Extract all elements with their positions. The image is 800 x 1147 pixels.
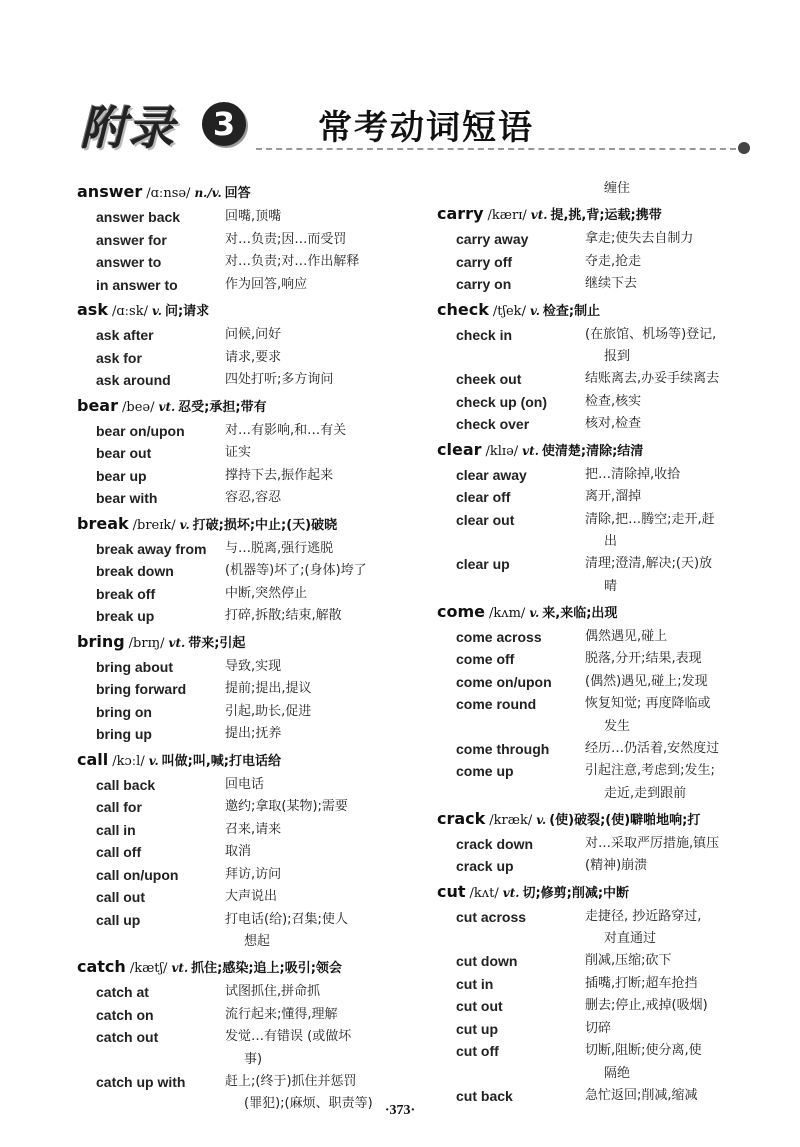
dictionary-entry bbox=[77, 180, 407, 296]
phrase-row bbox=[77, 981, 407, 1004]
phrase-definition: 夺走,抢走 bbox=[585, 253, 642, 269]
headword-meaning: 抓住;感染;追上;吸引;领会 bbox=[191, 961, 342, 976]
entry-headword-line bbox=[437, 807, 767, 833]
phrase-definition: 清除,把…腾空;走开,赶 bbox=[585, 511, 715, 527]
phrase-row bbox=[437, 391, 767, 414]
phonetic: /brɪŋ/ bbox=[128, 635, 165, 651]
phrase-definition: 打碎,拆散;结束,解散 bbox=[225, 608, 342, 623]
phonetic: /kʌt/ bbox=[469, 885, 499, 901]
headword: cut bbox=[437, 881, 466, 901]
phrase-definition: 恢复知觉; 再度降临或 bbox=[585, 696, 711, 711]
phrase-definition: 请求,要求 bbox=[225, 349, 282, 365]
phrase-definition: 偶然遇见,碰上 bbox=[585, 628, 668, 644]
phrase-definition: 对…负责;对…作出解释 bbox=[225, 254, 360, 269]
phrase-definition: 问候,问好 bbox=[225, 327, 282, 342]
phrase: bear up bbox=[96, 467, 147, 484]
phrase: break off bbox=[96, 585, 156, 602]
headword: answer bbox=[77, 182, 143, 201]
phrase-definition: 赶上;(终于)抓住并惩罚 bbox=[225, 1073, 357, 1089]
phrase-definition: 邀约;拿取(某物);需要 bbox=[225, 799, 348, 814]
divider-dot-icon bbox=[738, 142, 750, 154]
phrase-row bbox=[77, 701, 407, 724]
definition-continuation: 缠住 bbox=[604, 181, 631, 196]
phrase-definition: 拿走;使失去自制力 bbox=[585, 231, 694, 246]
phrase: call out bbox=[96, 889, 146, 905]
phonetic: /beə/ bbox=[122, 399, 155, 415]
phrase-row bbox=[77, 1004, 407, 1027]
phrase: call on/upon bbox=[96, 866, 179, 883]
headword: catch bbox=[77, 957, 126, 976]
headword-meaning: 叫做;叫,喊;打电话给 bbox=[161, 753, 282, 769]
phrase-definition: 切断,阻断;使分离,使 bbox=[585, 1043, 702, 1058]
phrase: call in bbox=[96, 821, 136, 838]
phrase-row bbox=[77, 347, 407, 370]
headword-meaning: 来,来临;出现 bbox=[542, 605, 618, 621]
phrase-row bbox=[437, 973, 767, 996]
phrase: come on/upon bbox=[456, 673, 552, 690]
phrase-definition: 插嘴,打断;超车抢挡 bbox=[585, 975, 698, 991]
phrase: come through bbox=[456, 740, 550, 757]
phrase: clear out bbox=[456, 511, 515, 528]
phrase: clear off bbox=[456, 489, 511, 505]
dictionary-entry bbox=[77, 748, 407, 954]
phrase-definition: 对…负责;因…而受罚 bbox=[225, 231, 347, 247]
phrase-definition: 把…清除掉,收拾 bbox=[585, 466, 681, 482]
phrase: bear out bbox=[96, 445, 152, 461]
phrase: cut up bbox=[456, 1020, 498, 1037]
phrase-row bbox=[77, 909, 407, 932]
phrase: check up (on) bbox=[456, 393, 548, 410]
part-of-speech: vt. bbox=[171, 961, 189, 975]
phrase: cut down bbox=[456, 953, 518, 969]
headword-meaning: 问;请求 bbox=[164, 304, 210, 319]
phrase-definition: 引起注意,考虑到;发生; bbox=[585, 763, 715, 778]
dictionary-entry bbox=[437, 438, 767, 598]
headword: call bbox=[77, 749, 109, 769]
dictionary-entry bbox=[77, 512, 407, 628]
headword-meaning: 回答 bbox=[224, 186, 251, 201]
phrase-definition: (偶然)遇见,碰上;发现 bbox=[585, 673, 708, 689]
definition-continuation: 晴 bbox=[604, 578, 618, 594]
part-of-speech: v. bbox=[151, 304, 162, 318]
phrase: break away from bbox=[96, 540, 207, 557]
phrase: cut back bbox=[456, 1087, 513, 1104]
phrase: check in bbox=[456, 326, 513, 343]
phonetic: /ɑːnsə/ bbox=[146, 186, 191, 201]
phonetic: /kɔːl/ bbox=[112, 753, 145, 769]
phrase: answer to bbox=[96, 254, 162, 270]
phrase-row bbox=[77, 605, 407, 628]
phrase: catch on bbox=[96, 1006, 154, 1023]
phrase-definition: 四处打听;多方询问 bbox=[225, 372, 334, 387]
headword-meaning: 带来;引起 bbox=[188, 635, 246, 651]
entry-headword-line bbox=[437, 880, 767, 906]
phrase-row bbox=[437, 950, 767, 973]
phrase: catch out bbox=[96, 1029, 159, 1045]
phrase: clear up bbox=[456, 556, 510, 572]
phrase-definition: (精神)崩溃 bbox=[585, 858, 648, 873]
phrase: bring on bbox=[96, 703, 152, 720]
headword-meaning: 提,挑,背;运载;携带 bbox=[550, 208, 662, 223]
entry-headword-line bbox=[77, 298, 407, 324]
phrase-row bbox=[437, 906, 767, 929]
phrase: call off bbox=[96, 844, 142, 860]
phrase-row bbox=[437, 324, 767, 347]
phrase-row bbox=[77, 369, 407, 392]
phrase-row bbox=[437, 228, 767, 251]
part-of-speech: v. bbox=[529, 605, 540, 620]
phrase-row bbox=[77, 723, 407, 746]
phrase-row bbox=[77, 841, 407, 864]
headword-meaning: 忍受;承担;带有 bbox=[178, 399, 267, 415]
phrase-definition: 提前;提出,提议 bbox=[225, 681, 312, 696]
phrase-row bbox=[77, 206, 407, 229]
appendix-label: 附录 bbox=[80, 101, 176, 155]
phrase-row bbox=[77, 656, 407, 679]
phrase-row bbox=[437, 995, 767, 1018]
phrase-definition: 清理;澄清,解决;(天)放 bbox=[585, 556, 713, 571]
phrase-definition: (机器等)坏了;(身体)垮了 bbox=[225, 563, 367, 578]
phonetic: /kætʃ/ bbox=[129, 961, 168, 976]
right-column bbox=[437, 178, 767, 1107]
phrase-row bbox=[437, 1018, 767, 1041]
phrase: come off bbox=[456, 651, 515, 667]
headword-meaning: (使)破裂;(使)噼啪地响;打 bbox=[549, 812, 701, 828]
phrase-row bbox=[77, 774, 407, 797]
phrase-row bbox=[77, 1071, 407, 1094]
phrase-definition: 结账离去,办妥手续离去 bbox=[585, 371, 720, 386]
phrase-definition: 作为回答,响应 bbox=[225, 276, 308, 292]
page-header bbox=[80, 92, 760, 162]
definition-continuation: 事) bbox=[244, 1051, 263, 1067]
phrase: carry on bbox=[456, 276, 512, 292]
entry-headword-line bbox=[77, 180, 407, 206]
phrase: carry off bbox=[456, 253, 513, 270]
phrase: break down bbox=[96, 563, 174, 579]
part-of-speech: v. bbox=[179, 517, 190, 532]
phrase-definition: 切碎 bbox=[585, 1020, 612, 1036]
phrase-row bbox=[437, 1040, 767, 1063]
entry-headword-line bbox=[77, 394, 407, 420]
phrase-row bbox=[437, 486, 767, 509]
page-number: ·373· bbox=[384, 1103, 416, 1118]
phrase-row bbox=[437, 413, 767, 436]
phrase-definition: 核对,检查 bbox=[585, 416, 642, 431]
headword: crack bbox=[437, 808, 486, 828]
phrase-definition: 试图抓住,拼命抓 bbox=[225, 984, 321, 999]
headword: check bbox=[437, 299, 489, 319]
entry-headword-line bbox=[77, 512, 407, 538]
phrase-definition: 回电话 bbox=[225, 776, 265, 792]
phrase-row bbox=[437, 855, 767, 878]
phrase-definition: 与…脱离,强行逃脱 bbox=[225, 540, 334, 556]
phonetic: /ɑːsk/ bbox=[111, 304, 148, 319]
headword-meaning: 检查;制止 bbox=[542, 303, 601, 319]
phrase-definition: 回嘴,顶嘴 bbox=[225, 209, 282, 224]
phrase: come across bbox=[456, 628, 542, 645]
phrase: answer for bbox=[96, 231, 167, 248]
phrase-row bbox=[437, 273, 767, 296]
definition-continuation: 走近,走到跟前 bbox=[604, 785, 687, 801]
phonetic: /kærɪ/ bbox=[487, 208, 527, 223]
part-of-speech: v. bbox=[148, 753, 159, 768]
phrase-row bbox=[77, 465, 407, 488]
phrase: bring about bbox=[96, 658, 173, 675]
headword: bear bbox=[77, 395, 118, 415]
phrase: answer back bbox=[96, 209, 181, 225]
phonetic: /kræk/ bbox=[489, 812, 533, 828]
phrase-definition: 拜访,访问 bbox=[225, 866, 282, 882]
definition-continuation: 发生 bbox=[604, 718, 631, 734]
phrase-definition: 脱落,分开;结果,表现 bbox=[585, 651, 702, 666]
entry-headword-line bbox=[77, 630, 407, 656]
phrase-row bbox=[437, 368, 767, 391]
headword-meaning: 打破;损坏;中止;(天)破晓 bbox=[192, 517, 338, 533]
phrase-row bbox=[437, 833, 767, 856]
part-of-speech: n./v. bbox=[194, 186, 222, 200]
phrase-definition: 中断,突然停止 bbox=[225, 585, 308, 601]
left-column bbox=[77, 178, 407, 1115]
entry-headword-line bbox=[437, 298, 767, 324]
phrase-definition: 削减,压缩;砍下 bbox=[585, 953, 672, 968]
definition-continuation: 出 bbox=[604, 534, 618, 549]
part-of-speech: v. bbox=[529, 303, 540, 318]
phrase: carry away bbox=[456, 231, 529, 247]
dictionary-entry bbox=[77, 298, 407, 392]
phrase: call for bbox=[96, 799, 142, 815]
page-title: 常考动词短语 bbox=[318, 108, 534, 148]
phonetic: /kʌm/ bbox=[489, 605, 526, 621]
phrase-row bbox=[77, 420, 407, 443]
phrase-row bbox=[437, 509, 767, 532]
dictionary-entry bbox=[437, 880, 767, 1108]
phrase-row bbox=[437, 553, 767, 576]
definition-continuation: 隔绝 bbox=[604, 1065, 631, 1081]
phrase: cut across bbox=[456, 908, 527, 925]
phrase: clear away bbox=[456, 466, 527, 483]
phonetic: /klɪə/ bbox=[485, 443, 519, 459]
headword: come bbox=[437, 601, 485, 621]
headword-meaning: 切;修剪;削减;中断 bbox=[522, 885, 630, 901]
phrase-row bbox=[437, 760, 767, 783]
phrase-definition: 证实 bbox=[225, 445, 252, 460]
phrase: come up bbox=[456, 763, 514, 779]
phonetic: /breɪk/ bbox=[132, 517, 176, 533]
phrase-row bbox=[77, 487, 407, 510]
dictionary-entry bbox=[77, 394, 407, 510]
phrase-row bbox=[77, 678, 407, 701]
entry-headword-line bbox=[77, 955, 407, 981]
phrase: check over bbox=[456, 416, 530, 432]
phrase-row bbox=[77, 886, 407, 909]
phrase-definition: 容忍,容忍 bbox=[225, 490, 282, 505]
definition-continuation: 对直通过 bbox=[604, 931, 657, 946]
headword: carry bbox=[437, 204, 484, 223]
phrase: crack up bbox=[456, 858, 514, 874]
part-of-speech: vt. bbox=[530, 208, 548, 222]
phrase-row bbox=[77, 819, 407, 842]
phrase: call up bbox=[96, 911, 141, 928]
phrase: bear on/upon bbox=[96, 422, 185, 439]
phrase-row bbox=[77, 251, 407, 274]
phrase-definition: 急忙返回;削减,缩减 bbox=[585, 1087, 698, 1103]
phrase-row bbox=[77, 442, 407, 465]
dictionary-entry bbox=[437, 202, 767, 296]
phrase-definition: 走捷径, 抄近路穿过, bbox=[585, 908, 702, 924]
phrase-row bbox=[77, 583, 407, 606]
dictionary-entry bbox=[437, 600, 767, 805]
entry-headword-line bbox=[437, 202, 767, 228]
phrase-definition: 删去;停止,戒掉(吸烟) bbox=[585, 998, 708, 1013]
headword-meaning: 使清楚;清除;结清 bbox=[541, 443, 644, 459]
phrase-definition: 引起,助长,促进 bbox=[225, 703, 312, 719]
phrase-definition: 导致,实现 bbox=[225, 658, 282, 674]
phrase: bring forward bbox=[96, 681, 187, 697]
headword: bring bbox=[77, 631, 125, 651]
phrase: break up bbox=[96, 608, 155, 624]
dictionary-entry bbox=[437, 298, 767, 436]
phrase-row bbox=[437, 251, 767, 274]
phrase-row bbox=[77, 538, 407, 561]
phrase: catch at bbox=[96, 984, 149, 1000]
phrase: ask around bbox=[96, 372, 171, 388]
phrase-definition: 离开,溜掉 bbox=[585, 489, 642, 504]
headword: ask bbox=[77, 300, 108, 319]
headword: break bbox=[77, 513, 129, 533]
phrase: cut out bbox=[456, 998, 503, 1014]
phrase: crack down bbox=[456, 835, 534, 852]
phrase-definition: 对…有影响,和…有关 bbox=[225, 422, 347, 438]
phrase-definition: 检查,核实 bbox=[585, 393, 642, 409]
phrase: come round bbox=[456, 696, 537, 712]
phrase: ask for bbox=[96, 349, 142, 366]
part-of-speech: vt. bbox=[168, 635, 186, 650]
phrase: cut in bbox=[456, 975, 494, 992]
phrase-row bbox=[437, 693, 767, 716]
phrase: call back bbox=[96, 776, 156, 793]
dictionary-entry bbox=[77, 955, 407, 1115]
definition-continuation: 报到 bbox=[604, 349, 631, 364]
phrase-row bbox=[77, 560, 407, 583]
phrase-row bbox=[437, 648, 767, 671]
appendix-number-badge: 3 bbox=[202, 102, 246, 146]
phrase: bring up bbox=[96, 726, 152, 742]
dictionary-entry bbox=[437, 807, 767, 878]
right-column-entries bbox=[437, 202, 767, 1107]
phonetic: /tʃek/ bbox=[492, 303, 526, 319]
entry-headword-line bbox=[437, 438, 767, 464]
phrase-definition: 发觉…有错误 (或做坏 bbox=[225, 1029, 352, 1044]
phrase-row bbox=[437, 671, 767, 694]
phrase-row bbox=[77, 324, 407, 347]
phrase: cheek out bbox=[456, 371, 522, 387]
part-of-speech: v. bbox=[536, 812, 547, 827]
part-of-speech: vt. bbox=[522, 443, 539, 458]
phrase-row bbox=[437, 738, 767, 761]
entry-headword-line bbox=[77, 748, 407, 774]
phrase-definition: 经历…仍活着,安然度过 bbox=[585, 740, 720, 756]
definition-continuation: 想起 bbox=[244, 934, 271, 949]
phrase: ask after bbox=[96, 327, 154, 343]
phrase-definition: (在旅馆、机场等)登记, bbox=[585, 326, 717, 342]
phrase-definition: 大声说出 bbox=[225, 889, 278, 904]
phrase: in answer to bbox=[96, 276, 178, 293]
phrase-definition: 对…采取严厉措施,镇压 bbox=[585, 835, 720, 851]
definition-continuation: (罪犯);(麻烦、职责等) bbox=[244, 1096, 373, 1111]
dictionary-entry bbox=[77, 630, 407, 746]
phrase-row bbox=[77, 274, 407, 297]
phrase-definition: 打电话(给);召集;使人 bbox=[225, 911, 348, 927]
phrase-definition: 撑持下去,振作起来 bbox=[225, 467, 334, 483]
phrase-row bbox=[77, 229, 407, 252]
phrase: bear with bbox=[96, 490, 158, 506]
phrase-definition: 提出;抚养 bbox=[225, 726, 282, 741]
phrase-row bbox=[77, 864, 407, 887]
phrase: cut off bbox=[456, 1043, 499, 1059]
phrase-definition: 流行起来;懂得,理解 bbox=[225, 1006, 338, 1022]
phrase-definition: 召来,请来 bbox=[225, 821, 282, 837]
phrase-row bbox=[77, 796, 407, 819]
entry-headword-line bbox=[437, 600, 767, 626]
part-of-speech: vt. bbox=[158, 399, 176, 414]
part-of-speech: vt. bbox=[502, 885, 520, 900]
phrase-definition: 继续下去 bbox=[585, 276, 638, 291]
dashed-divider bbox=[256, 148, 736, 150]
headword: clear bbox=[437, 439, 482, 459]
phrase-row bbox=[437, 626, 767, 649]
phrase-row bbox=[437, 464, 767, 487]
phrase-definition: 取消 bbox=[225, 844, 252, 859]
phrase: catch up with bbox=[96, 1073, 186, 1090]
phrase-row bbox=[77, 1026, 407, 1049]
